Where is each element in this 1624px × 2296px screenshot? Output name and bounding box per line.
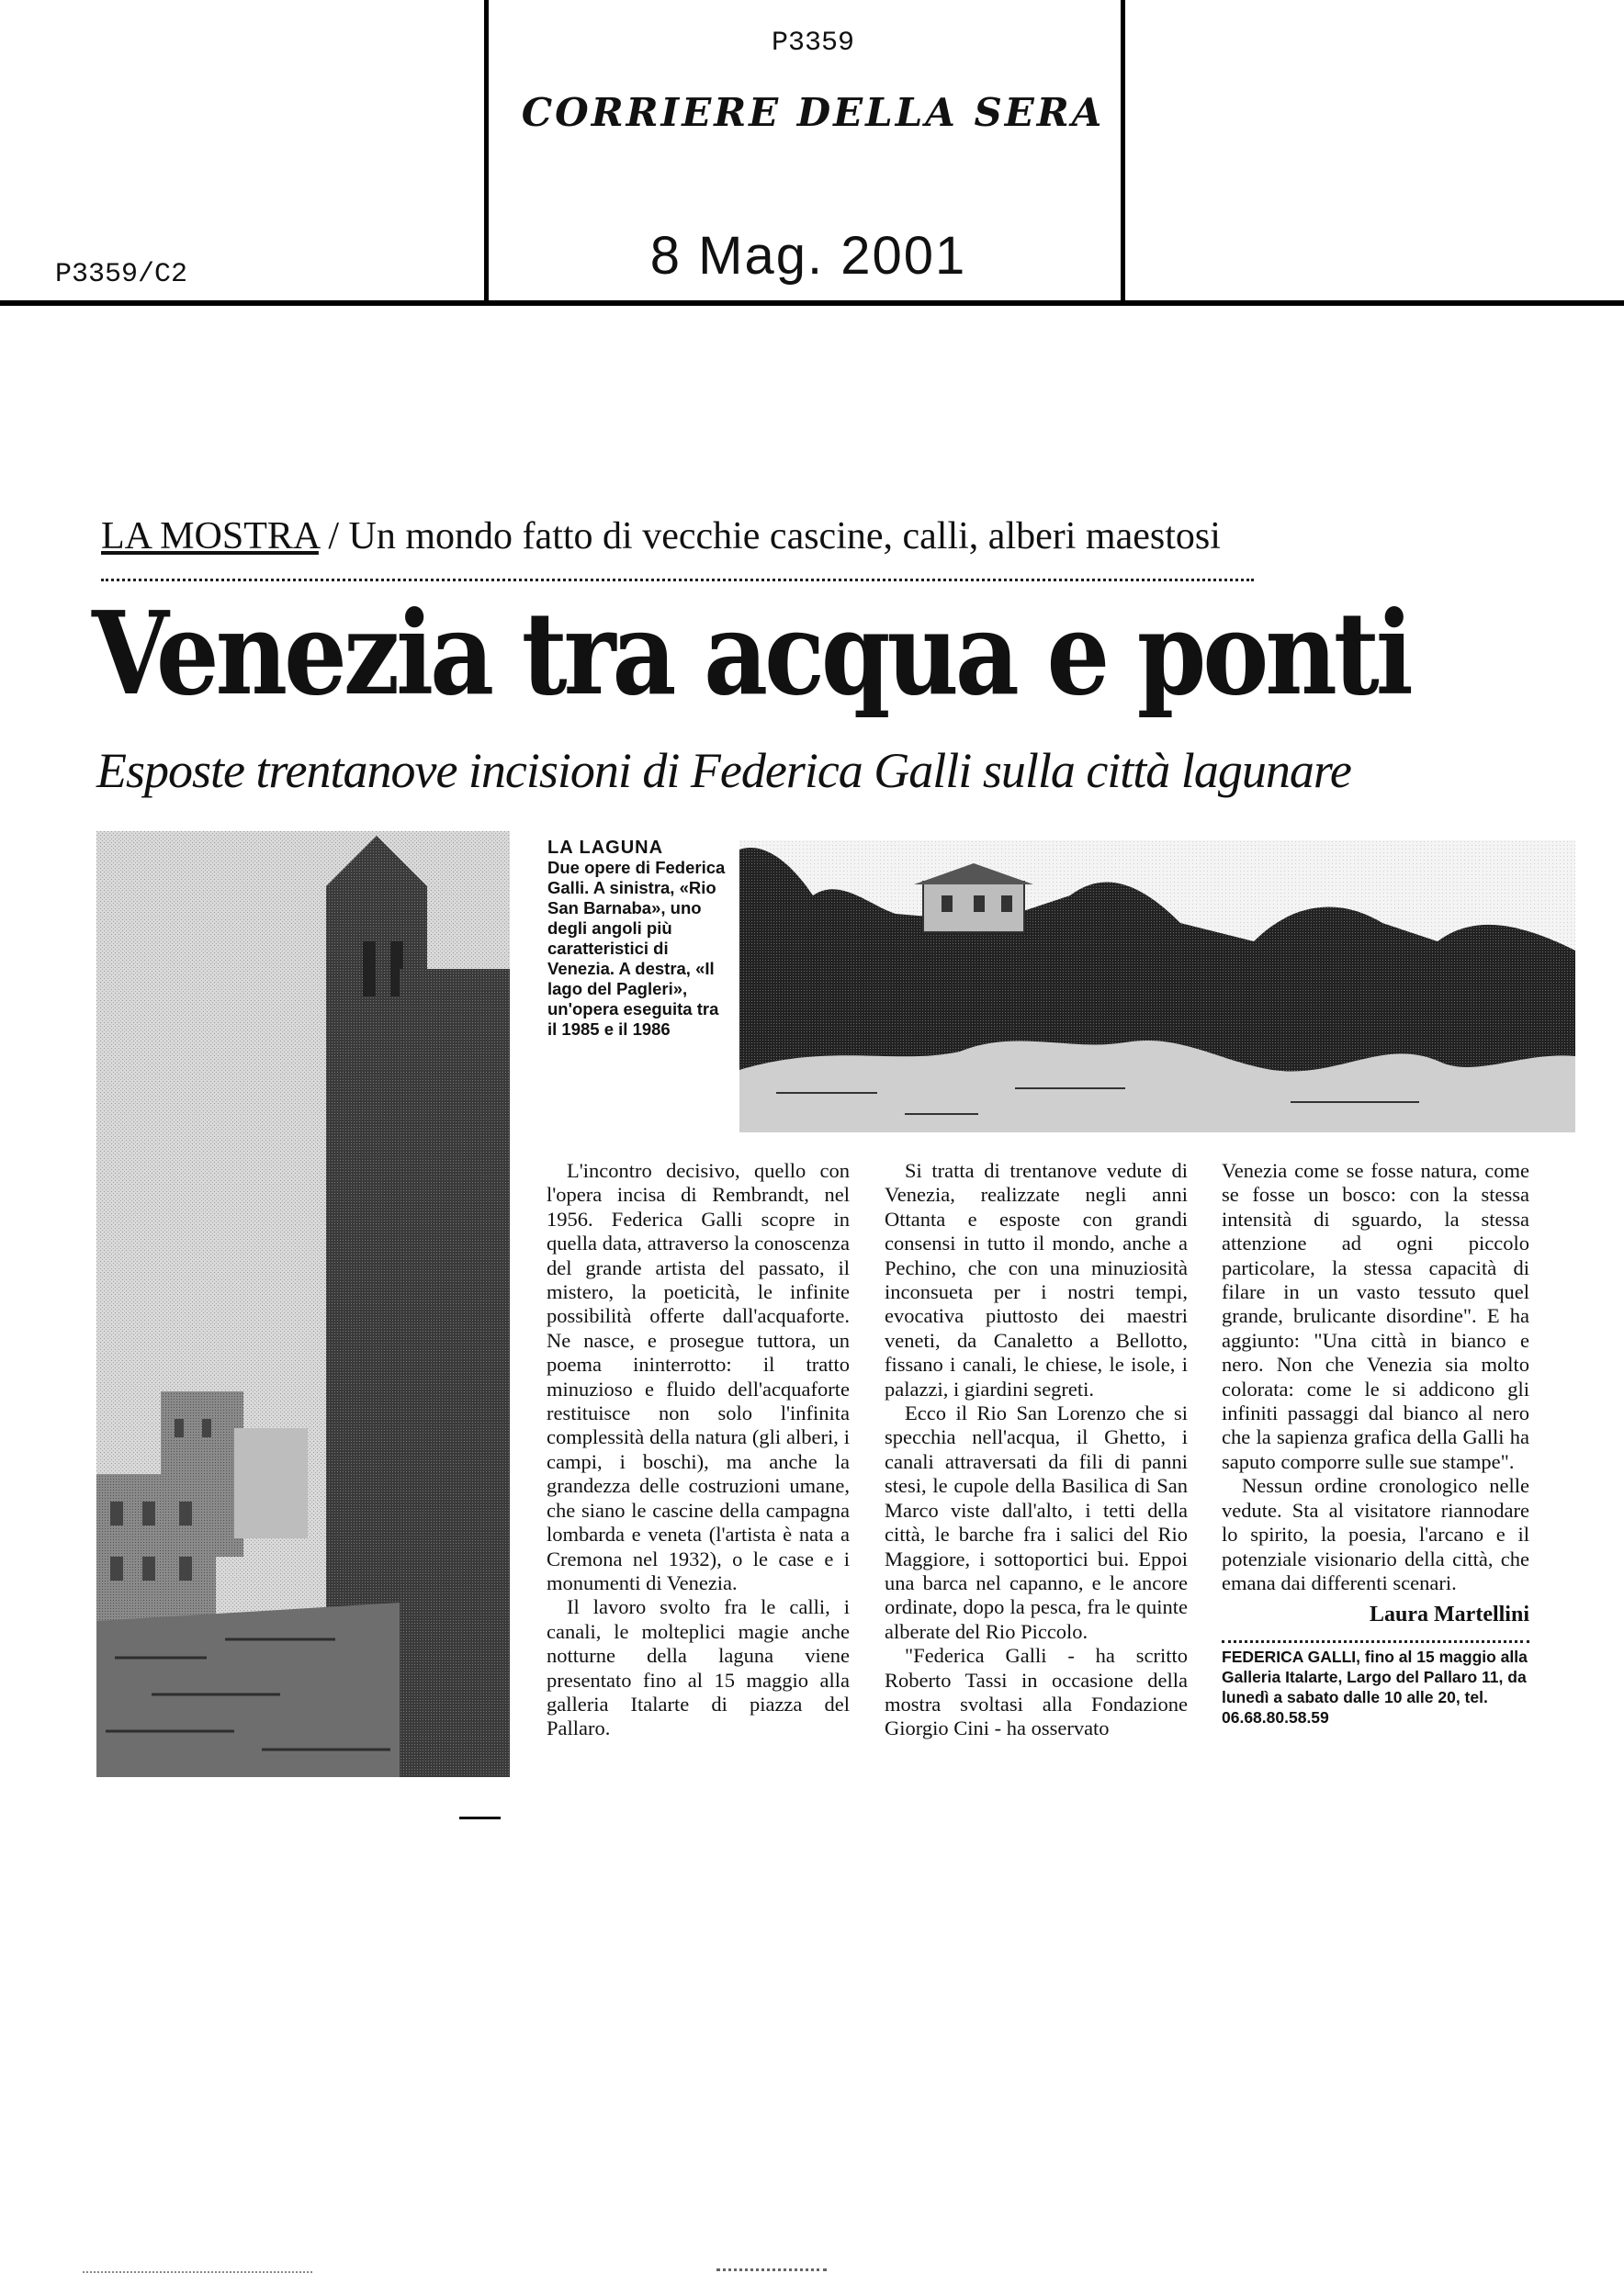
kicker-rule: [101, 579, 1254, 581]
image-rule: [459, 1817, 501, 1819]
article-subtitle: Esposte trentanove incisioni di Federica Galli sulla città lagunare: [96, 743, 1351, 798]
paragraph-6: Nessun ordine cronologico nelle vedute. Sta al visitatore riannodare lo spirito, la poesia, l'arcano e il potenziale visionario della città, che emana dai differenti scenari.: [1222, 1474, 1529, 1594]
author-byline: Laura Martellini: [1370, 1603, 1529, 1627]
column-3: [1222, 1159, 1529, 1728]
paragraph-5: "Federica Galli - ha scritto Roberto Tassi in occasione della mostra svoltasi alla Fondazione Giorgio Cini - ha osservato: [885, 1644, 1188, 1740]
header-divider-left: [484, 0, 489, 303]
engraving-rio-san-barnaba: [96, 831, 510, 1777]
header-rule: [0, 300, 1624, 306]
column-2: [885, 1159, 1188, 1741]
archive-code-left: P3359/C2: [55, 259, 188, 290]
scan-mark: [716, 2268, 827, 2271]
publication-date: 8 Mag. 2001: [649, 226, 967, 286]
photo-caption: [547, 838, 731, 1040]
exhibition-info: FEDERICA GALLI, fino al 15 maggio alla Galleria Italarte, Largo del Pallaro 11, da lunedì a sabato dalle 10 alle 20, tel. 06.68.80.58.59: [1222, 1647, 1528, 1727]
kicker: [101, 514, 1258, 558]
paragraph-4: Ecco il Rio San Lorenzo che si specchia nell'acqua, il Ghetto, i canali attraversati da fili di panni stesi, le cupole della Basilica di San Marco viste dall'alto, i tetti della città, le barche fra i salici del Rio Maggiore, i sottoportici bui. Eppoi una barca nel capanno, e le ancore ordinate, dopo la pesca, fra le quinte alberate del Rio Piccolo.: [885, 1401, 1188, 1643]
paragraph-1: L'incontro decisivo, quello con l'opera incisa di Rembrandt, nel 1956. Federica Galli scopre in quella data, attraverso la conoscenza del grande artista del passato, il mistero, la poeticità, le infinite possibilità offerte dall'acquaforte. Ne nasce, e prosegue tuttora, un poema ininterrotto: il tratto minuzioso e fluido dell'acquaforte restituisce non solo l'infinita complessità della natura (gli alberi, i campi, i boschi), ma anche la grandezza delle costruzioni umane, che siano le cascine della campagna lombarda e veneta (l'artista è nata a Cremona nel 1932), o le case e i monumenti di Venezia.: [547, 1159, 850, 1594]
kicker-text: / Un mondo fatto di vecchie cascine, calli, alberi maestosi: [318, 515, 1221, 557]
article-title: Venezia tra acqua e ponti: [92, 588, 1410, 721]
header-divider-right: [1121, 0, 1125, 303]
paragraph-5-cont: Venezia come se fosse natura, come se fosse un bosco: con la stessa intensità di sguardo, la stessa attenzione ad ogni piccolo particolare, la stessa capacità di filare in un vasto tessuto quel grande, brulicante disordine". E ha aggiunto: "Una città in bianco e nero. Non che Venezia sia molto colorata: come le si addicono gli infiniti passaggi dal bianco al nero che la sapienza grafica della Galli ha saputo comporre sulle sue stampe".: [1222, 1159, 1529, 1473]
info-rule: [1222, 1640, 1529, 1643]
scan-mark: [83, 2271, 312, 2273]
kicker-section: LA MOSTRA: [101, 515, 319, 557]
archive-code-top: P3359: [771, 28, 854, 59]
caption-title: LA LAGUNA: [547, 838, 664, 858]
paragraph-2: Il lavoro svolto fra le calli, i canali, le molteplici magie anche notturne della laguna viene presentato fino al 15 maggio alla galleria Italarte di piazza del Pallaro.: [547, 1595, 850, 1740]
column-1: [547, 1159, 850, 1741]
engraving-lago-del-pagleri: [739, 840, 1575, 1132]
paragraph-3: Si tratta di trentanove vedute di Venezia, realizzate negli anni Ottanta e esposte con grandi consensi in tutto il mondo, anche a Pechino, che con una minuziosità inconsueta per i nostri tempi, evocativa piuttosto dei maestri veneti, da Canaletto a Bellotto, fissano i canali, le chiese, le isole, i palazzi, i giardini segreti.: [885, 1159, 1188, 1401]
newspaper-name: CORRIERE DELLA SERA: [521, 90, 1105, 135]
caption-text: Due opere di Federica Galli. A sinistra, «Rio San Barnaba», uno degli angoli più caratteristici di Venezia. A destra, «Il lago del Pagleri», un'opera eseguita tra il 1985 e il 1986: [547, 858, 726, 1039]
